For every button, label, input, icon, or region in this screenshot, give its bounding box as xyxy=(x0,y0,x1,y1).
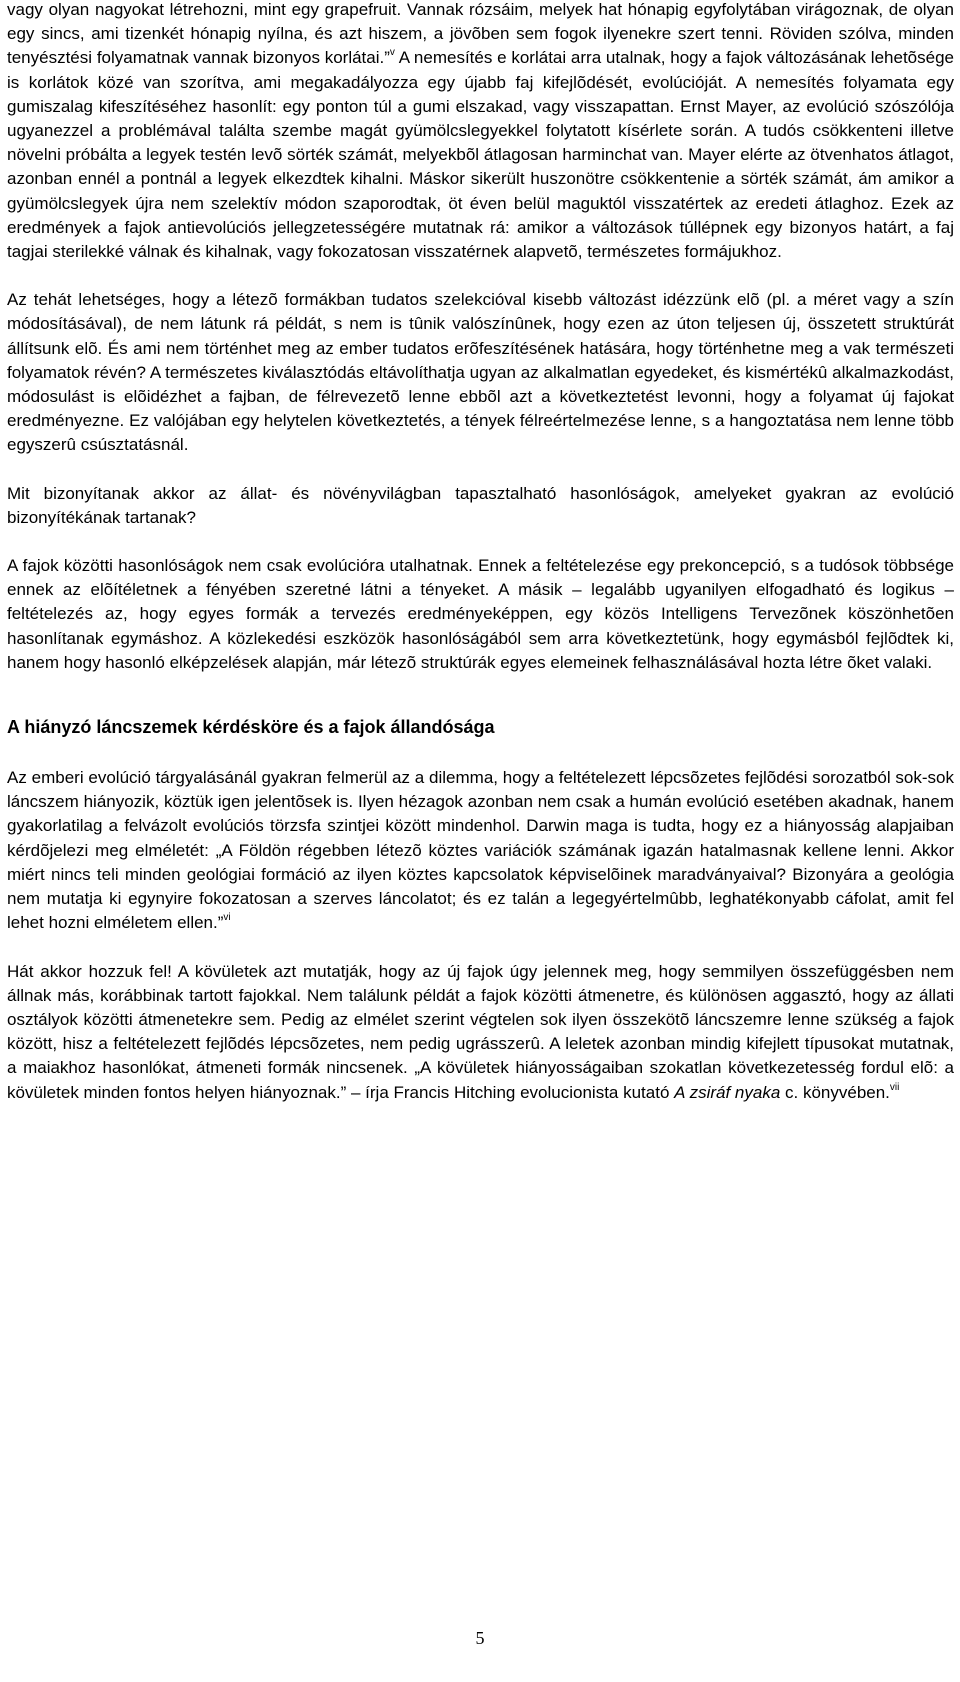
paragraph-similarities: A fajok közötti hasonlóságok nem csak evolúcióra utalhatnak. Ennek a feltételezése egy prekoncepció, s a tudósok többsége ennek az elõítéletnek a fényében szeretné látni a tényeket. A másik – legalább ugyanilyen elfogadható és logikus – feltételezés az, hogy egyes formák a tervezés eredményeképpen, egy közös Intelligens Tervezõnek köszönhetõen hasonlítanak egymáshoz. A közlekedési eszközök hasonlóságából sem arra következtetünk, hogy egymásból fejlõdtek ki, hanem hogy hasonló elképzelések alapján, már létezõ struktúrák egyes elemeinek felhasználásával hozta létre õket valaki. xyxy=(7,556,954,672)
paragraph-text: Hát akkor hozzuk fel! A kövületek azt mutatják, hogy az új fajok úgy jelennek meg, hogy semmilyen összefüggésben nem állnak más, korábbinak tartott fajokkal. Nem találunk példát a fajok közötti átmenetre, és különösen aggasztó, hogy az állati osztályok közötti átmenetekre sem. Pedig az elmélet szerint végtelen sok ilyen összekötõ láncszemre lenne szükség a fajok között, hisz a feltételezett fejlõdés lépcsõzetes, nem pedig ugrásszerû. A leletek azonban mindig kifejlett típusokat mutatnak, a maiakhoz hasonlókat, átmeneti formák nincsenek. „A kövületek hiányosságaiban szokatlan következetesség fordul elõ: a kövületek minden fontos helyen hiányoznak.” – írja Francis Hitching evolucionista kutató xyxy=(7,961,954,1102)
paragraph-text: A nemesítés e korlátai arra utalnak, hogy a fajok változásának lehetõsége is korlátok közé van szorítva, ami megakadályozza egy újabb faj kifejlõdését, evolúcióját. A nemesítés folyamata egy gumiszalag kifeszítéséhez hasonlít: egy ponton túl a gumi elszakad, vagy visszapattan. Ernst Mayer, az evolúció szószólója ugyanezzel a problémával találta szembe magát gyümölcslegyekkel folytatott kísérlete során. A tudós csökkenteni illetve növelni próbálta a legyek testén levõ sörték számát, melyekbõl átlagosan harminchat van. Mayer elérte az ötvenhatos átlagot, azonban ennél a pontnál a legyek elkezdtek kihalni. Máskor sikerült huszonötre csökkentenie a sörték számát, ám amikor a gyümölcslegyek újra nem szelektív módon szaporodtak, öt éven belül maguktól visszatértek az eredeti átlaghoz. Ezek az eredmények a fajok antievolúciós jellegzetességére mutatnak rá: amikor a változások túllépnek egy bizonyos határt, a faj tagjai sterilekké válnak és kihalnak, vagy fokozatosan visszatérnek alapvetõ, természetes formájukhoz. xyxy=(7,48,954,262)
endnote-ref[interactable]: v xyxy=(389,47,395,59)
paragraph-natural-selection: Az tehát lehetséges, hogy a létezõ formákban tudatos szelekcióval kisebb változást idézzünk elõ (pl. a méret vagy a szín módosításával), de nem látunk rá példát, s nem is tûnik valószínûnek, hogy ezen az úton teljesen új, összetett struktúrát állítsunk elõ. És ami nem történhet meg az ember tudatos erõfeszítésének hatására, hogy történhetne meg a vak természeti folyamatok révén? A természetes kiválasztódás eltávolíthatja ugyan az alkalmatlan egyedeket, és kismértékû alkalmazkodást, módosulást is elõidézhet a fajban, de félrevezetõ lenne ebbõl azt a következtetést levonni, hogy a folyamat új fajokat eredményezne. Ez valójában egy helytelen következtetés, a tények félreértelmezése lenne, s a hangoztatása nem lenne több egyszerû csúsztatásnál. xyxy=(7,290,954,455)
paragraph-question: Mit bizonyítanak akkor az állat- és növényvilágban tapasztalható hasonlóságok, amelyeket gyakran az evolúció bizonyítékának tartanak? xyxy=(7,483,954,527)
paragraph-text: c. könyvében. xyxy=(780,1082,890,1102)
section-heading: A hiányzó láncszemek kérdésköre és a fajok állandósága xyxy=(7,717,495,738)
paragraph-text: Az emberi evolúció tárgyalásánál gyakran felmerül az a dilemma, hogy a feltételezett lépcsõzetes fejlõdési sorozatból sok-sok láncszem hiányozik, köztük igen jelentõsek is. Ilyen hézagok azonban nem csak a humán evolúció esetében akadnak, hanem gyakorlatilag a felvázolt evolúciós törzsfa szintjei között mindenhol. Darwin maga is tudta, hogy ez a hiányosság alapjaiban kérdõjelezi meg elméletét: „A Földön régebben létezõ köztes variációk számának igazán hatalmasnak kellene lenni. Akkor miért nincs teli minden geológiai formáció az ilyen köztes kapcsolatok képviselõinek maradványaival? Bizonyára a geológia nem mutatja ki egynyire fokozatosan a szerves láncolatot; és ez talán a legegyértelmûbb, leghatékonyabb cáfolat, amit fel lehet hozni elméletem ellen.” xyxy=(7,768,954,933)
paragraph-text: vagy olyan nagyokat létrehozni, mint egy grapefruit. Vannak rózsáim, melyek hat hónapig egyfolytában virágoznak, de olyan egy sincs, ami tizenkét hónapig nyílna, és azt hiszem, a jövõben sem fogok ilyenekre szert tenni. Röviden szólva, minden tenyésztési folyamatnak vannak bizonyos korlátai.” xyxy=(7,0,954,68)
book-title: A zsiráf nyaka xyxy=(674,1082,781,1102)
paragraph-fossils xyxy=(7,960,954,1105)
endnote-ref[interactable]: vii xyxy=(889,1081,900,1093)
page-number: 5 xyxy=(475,1628,485,1648)
paragraph-breeding-limits xyxy=(7,0,954,264)
endnote-ref[interactable]: vi xyxy=(223,912,231,924)
paragraph-missing-links xyxy=(7,766,954,935)
